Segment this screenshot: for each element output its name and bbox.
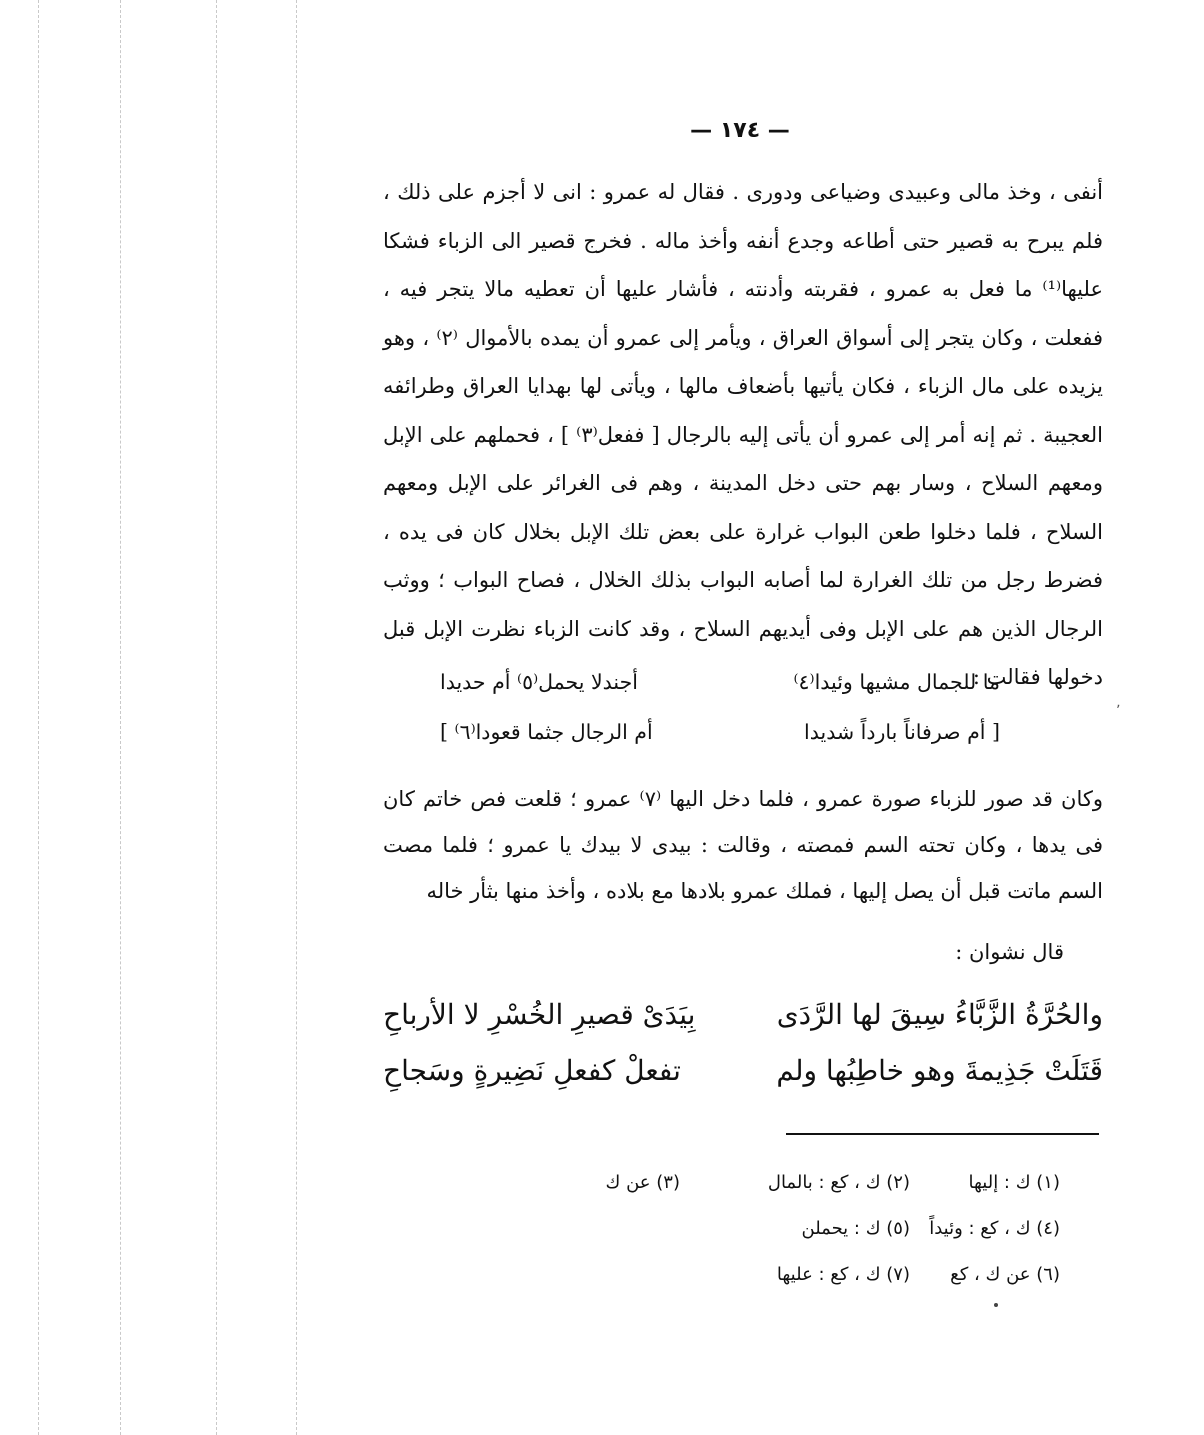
paragraph: وكان قد صور للزباء صورة عمرو ، فلما دخل اليها ⁽٧⁾ عمرو ؛ قلعت فص خاتم كان فى يدها ، وكان تحته السم فمصته ، وقالت : بيدى لا بيدك يا عمرو ؛ فلما مصت السم ماتت قبل أن يصل إليها ، فملك عمرو بلادها مع بلاده ، وأخذ منها بثأر خاله bbox=[383, 787, 1103, 903]
ruler-line bbox=[38, 0, 39, 1435]
narrator-line: قال نشوان : bbox=[955, 940, 1064, 964]
footnote: (٢) ك ، كع : بالمال bbox=[767, 1172, 910, 1193]
hemistich: أجندلا يحمل⁽٥⁾ أم حديدا bbox=[440, 670, 638, 694]
footnote-divider bbox=[786, 1133, 1099, 1135]
main-text bbox=[383, 168, 1103, 702]
hemistich: أم الرجال جثما قعودا⁽٦⁾ ] bbox=[440, 720, 653, 744]
footnote: (٣) عن ك bbox=[605, 1172, 680, 1193]
verse-line bbox=[440, 710, 1000, 758]
scan-dot bbox=[994, 1303, 998, 1307]
poem-line bbox=[383, 992, 1103, 1048]
verse-line bbox=[440, 660, 1000, 708]
hemistich: تفعلْ كفعلِ نَضِيرةٍ وسَجاحِ bbox=[383, 1054, 681, 1087]
footnote: (٥) ك : يحملن bbox=[801, 1218, 910, 1239]
footnotes bbox=[540, 1160, 1060, 1298]
footnote: (٤) ك ، كع : وئيداً bbox=[929, 1218, 1060, 1239]
ruler-line bbox=[216, 0, 217, 1435]
footnote-row bbox=[540, 1206, 1060, 1252]
hemistich: بِيَدَىْ قصيرِ الخُسْرِ لا الأرباحِ bbox=[383, 998, 696, 1031]
footnote: (٦) عن ك ، كع bbox=[950, 1264, 1060, 1285]
footnote-row bbox=[540, 1252, 1060, 1298]
ruler-line bbox=[120, 0, 121, 1435]
hemistich: [ أم صرفاناً بارداً شديدا bbox=[804, 720, 1000, 744]
hemistich: والحُرَّةُ الزَّبَّاءُ سِيقَ لها الرَّدَى bbox=[776, 998, 1103, 1031]
hemistich: ما للجمال مشيها وئيدا⁽٤⁾ bbox=[793, 670, 1000, 694]
paragraph: أنفى ، وخذ مالى وعبيدى وضياعى ودورى . فقال له عمرو : انى لا أجزم على ذلك ، فلم يبرح به قصير حتى أطاعه وجدع أنفه وأخذ ماله . فخرج قصير الى الزباء فشكا عليها⁽¹⁾ ما فعل به عمرو ، فقربته وأدنته ، فأشار عليها أن تعطيه مالا يتجر فيه ، ففعلت ، وكان يتجر إلى أسواق العراق ، ويأمر إلى عمرو أن يمده بالأموال ⁽٢⁾ ، وهو يزيده على مال الزباء ، فكان يأتيها بأضعاف مالها ، ويأتى لها بهدايا العراق وطرائفه العجيبة . ثم إنه أمر إلى عمرو أن يأتى إليه بالرجال [ ففعل⁽٣⁾ ] ، فحملهم على الإبل ومعهم السلاح ، وسار بهم حتى دخل المدينة ، وهم فى الغرائر على الإبل ومعهم السلاح ، فلما دخلوا طعن البواب غرارة على بعض تلك الإبل بخلال كان فى يده ، فضرط رجل من تلك الغرارة لما أصابه البواب بذلك الخلال ، فصاح البواب ؛ ووثب الرجال الذين هم على الإبل وفى أيديهم السلاح ، وقد كانت الزباء نظرت الإبل قبل دخولها فقالت : bbox=[383, 180, 1103, 689]
poem-line bbox=[383, 1048, 1103, 1104]
main-text-continued bbox=[383, 776, 1103, 914]
poem-block bbox=[383, 992, 1103, 1104]
ruler-line bbox=[296, 0, 297, 1435]
margin-mark: ٬ bbox=[1116, 703, 1121, 719]
verse-block bbox=[440, 660, 1000, 768]
footnote-row bbox=[540, 1160, 1060, 1206]
hemistich: قَتَلَتْ جَذِيمةَ وهو خاطِبُها ولم bbox=[776, 1054, 1103, 1087]
footnote: (٧) ك ، كع : عليها bbox=[776, 1264, 910, 1285]
footnote: (١) ك : إليها bbox=[968, 1172, 1060, 1193]
page-number: — ١٧٤ — bbox=[690, 118, 790, 143]
